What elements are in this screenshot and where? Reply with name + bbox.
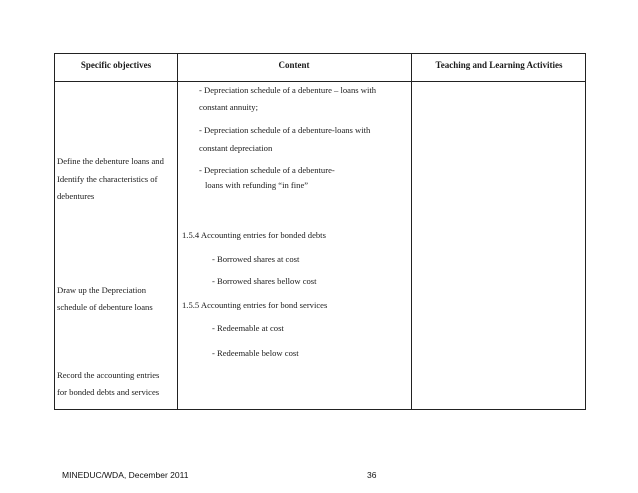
content-line: - Depreciation schedule of a debenture-loans with [199,125,371,135]
footer-source: MINEDUC/WDA, December 2011 [62,470,189,480]
page-number: 36 [367,470,377,480]
content-line: constant depreciation [199,143,273,153]
content-section-heading: 1.5.4 Accounting entries for bonded debts [182,230,326,240]
objective-line: schedule of debenture loans [57,302,153,312]
objective-line: Draw up the Depreciation [57,285,147,295]
objective-line: Record the accounting entries [57,370,160,380]
objective-line: for bonded debts and services [57,387,160,397]
content-section-heading: 1.5.5 Accounting entries for bond services [182,300,328,310]
content-line: - Depreciation schedule of a debenture- [199,165,335,175]
objective-line: Define the debenture loans and [57,156,164,166]
content-line: - Redeemable at cost [212,323,284,333]
content-line: - Depreciation schedule of a debenture – loans with [199,85,377,95]
objective-line: Identify the characteristics of [57,174,158,184]
content-line: - Borrowed shares bellow cost [212,276,317,286]
column-divider [177,54,178,409]
header-specific-objectives: Specific objectives [80,60,152,70]
content-line: - Redeemable below cost [212,348,299,358]
curriculum-table [54,53,586,410]
column-divider [411,54,412,409]
table-header-row [55,54,585,82]
header-teaching-learning-activities: Teaching and Learning Activities [435,60,563,70]
header-content: Content [278,60,310,70]
content-line: loans with refunding “in fine” [205,180,309,190]
content-line: - Borrowed shares at cost [212,254,300,264]
content-line: constant annuity; [199,102,258,112]
objective-line: debentures [57,191,95,201]
